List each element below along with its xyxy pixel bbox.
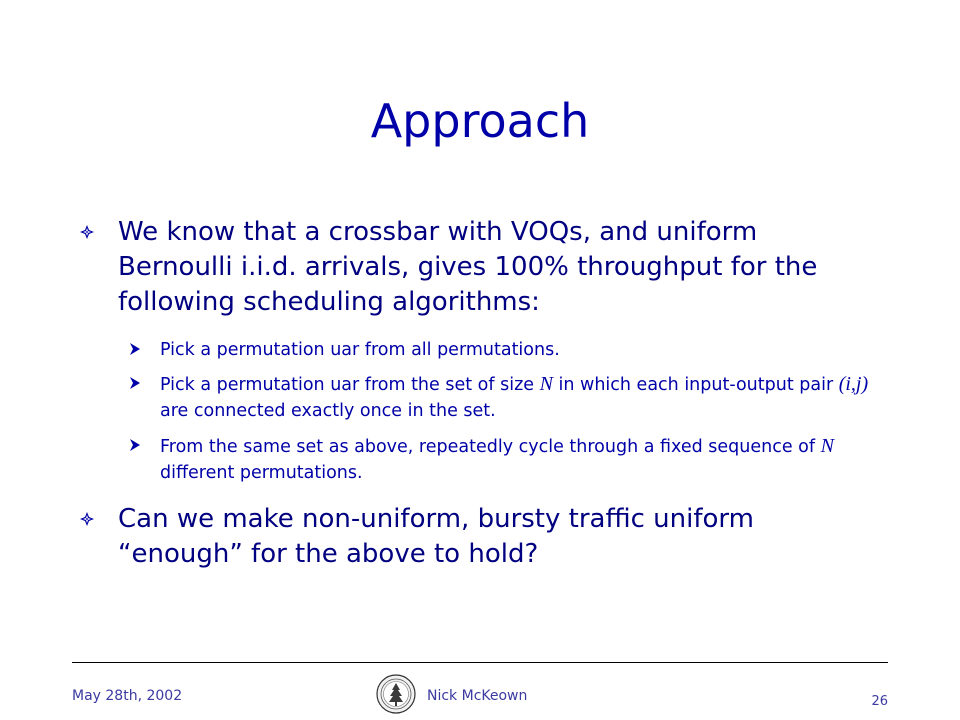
sub-bullet-2-part1: Pick a permutation uar from the set of size xyxy=(160,375,540,395)
sub-bullet-3-part2: different permutations. xyxy=(160,463,363,483)
bullet-1-text: We know that a crossbar with VOQs, and uniform Bernoulli i.i.d. arrivals, gives 100% throughput for the following scheduling algorithms: xyxy=(118,217,818,317)
sub-bullet-2-text xyxy=(160,371,890,424)
arrowhead-bullet-icon xyxy=(130,371,160,389)
variable-n: N xyxy=(820,435,834,457)
sub-bullet-3-part1: From the same set as above, repeatedly cycle through a fixed sequence of xyxy=(160,437,821,457)
sub-bullet-3-text xyxy=(160,433,890,486)
footer-date: May 28th, 2002 xyxy=(72,688,183,704)
arrowhead-bullet-icon xyxy=(130,337,160,355)
university-seal-icon xyxy=(376,674,416,714)
arrowhead-bullet-icon xyxy=(130,433,160,451)
footer-divider xyxy=(72,662,888,663)
bullet-1 xyxy=(80,215,880,320)
sub-bullet-2-part3: are connected exactly once in the set. xyxy=(160,401,496,421)
variable-ij: (i,j) xyxy=(838,373,869,395)
bullet-2 xyxy=(80,502,880,572)
sub-bullet-2-part2: in which each input-output pair xyxy=(552,375,839,395)
sub-bullet-2 xyxy=(130,371,890,424)
sub-bullet-1-text: Pick a permutation uar from all permutations. xyxy=(160,340,560,360)
diamond-bullet-icon xyxy=(80,215,118,239)
slide-title: Approach xyxy=(370,94,590,148)
sub-bullet-3 xyxy=(130,433,890,486)
diamond-bullet-icon xyxy=(80,502,118,526)
sub-bullet-1 xyxy=(130,337,890,363)
footer-author: Nick McKeown xyxy=(427,688,528,704)
bullet-2-text: Can we make non-uniform, bursty traffic uniform “enough” for the above to hold? xyxy=(118,504,754,569)
variable-n: N xyxy=(539,373,553,395)
page-number: 26 xyxy=(871,694,888,709)
